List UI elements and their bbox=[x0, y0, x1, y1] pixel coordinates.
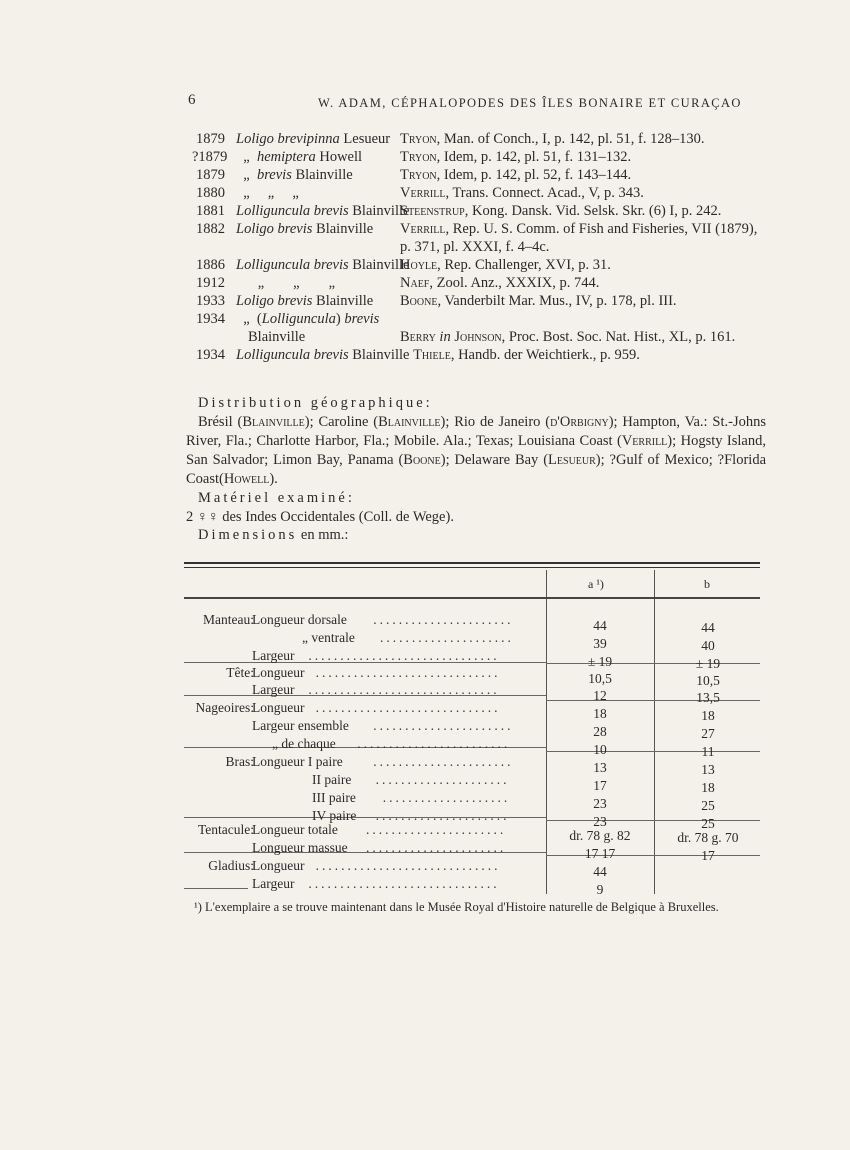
value-b: 18 bbox=[701, 708, 715, 723]
value-a: 28 bbox=[593, 724, 607, 739]
value-a: dr. 78 g. 82 bbox=[569, 828, 631, 843]
column-divider bbox=[654, 570, 655, 894]
synonymy-entry: 1879 Loligo brevipinna Lesueur Tryon, Man. of Conch., I, p. 142, pl. 51, f. 128–130. bbox=[196, 131, 705, 147]
synonymy-entry: 1934 Lolliguncula brevis Blainville Thiele, Handb. der Weichtierk., p. 959. bbox=[196, 347, 640, 363]
row-label: Longueur dorsale bbox=[252, 612, 347, 627]
synonymy-list bbox=[192, 130, 796, 364]
value-b: ± 19 bbox=[695, 656, 721, 671]
dimensions-heading: Dimensions en mm.: bbox=[198, 527, 349, 543]
row-label: „ de chaque bbox=[272, 736, 336, 751]
row-group-label: Manteau: bbox=[203, 612, 254, 627]
table-header-rule bbox=[184, 597, 760, 599]
value-b: 10,5 bbox=[696, 673, 720, 688]
leader-dots: ..................... bbox=[380, 630, 514, 645]
value-b: 25 bbox=[701, 798, 715, 813]
value-b: 44 bbox=[701, 620, 715, 635]
synonymy-entry: ?1879 „ hemiptera Howell Tryon, Idem, p. 142, pl. 51, f. 131–132. bbox=[192, 149, 632, 165]
row-group-label: Tête: bbox=[226, 665, 254, 680]
material-heading: Matériel examiné: bbox=[198, 490, 355, 506]
page-number: 6 bbox=[188, 92, 196, 108]
value-b: 25 bbox=[701, 816, 715, 831]
synonymy-entry: 1881 Lolliguncula brevis Blainville Steenstrup, Kong. Dansk. Vid. Selsk. Skr. (6) I, p. 242. bbox=[196, 203, 722, 219]
leader-dots: .............................. bbox=[308, 682, 500, 697]
leader-dots: ............................. bbox=[315, 858, 501, 873]
row-label: Longueur bbox=[252, 700, 305, 715]
distribution-text: Brésil (Blainville); Caroline (Blainville); Rio de Janeiro (d'Orbigny); Hampton, Va.: St.-Johns River, Fla.; Charlotte Harbor, Fla.; Mobile. Ala.; Texas; Louisiana Coast (Verrill); Hogsty Island, San Salvador; Limon Bay, Panama (Boone); Delaware Bay (Lesueur); ?Gulf of Mexico; ?Florida Coast(Howell). bbox=[186, 414, 767, 487]
row-group-label: Bras: bbox=[225, 754, 254, 769]
leader-dots: ............................. bbox=[315, 700, 501, 715]
leader-dots: ...................... bbox=[373, 718, 514, 733]
row-label: Largeur ensemble bbox=[252, 718, 349, 733]
value-a: 17 bbox=[593, 778, 607, 793]
value-b: 17 bbox=[701, 848, 715, 863]
row-label: Longueur massue bbox=[252, 840, 348, 855]
leader-dots: .................... bbox=[382, 790, 511, 805]
footnote: ¹) L'exemplaire a se trouve maintenant dans le Musée Royal d'Histoire naturelle de Belgique à Bruxelles. bbox=[194, 900, 719, 914]
value-b: 13,5 bbox=[696, 690, 720, 705]
row-label: Longueur bbox=[252, 858, 305, 873]
leader-dots: ..................... bbox=[375, 772, 510, 787]
row-label: III paire bbox=[312, 790, 356, 805]
value-a: 12 bbox=[593, 688, 607, 703]
value-a: 13 bbox=[593, 760, 607, 775]
value-a: 17 17 bbox=[584, 846, 616, 861]
value-a: 44 bbox=[593, 618, 607, 633]
value-a: 23 bbox=[593, 814, 607, 829]
value-a: 18 bbox=[593, 706, 607, 721]
row-label: IV paire bbox=[312, 808, 357, 823]
row-label: Largeur bbox=[252, 876, 295, 891]
leader-dots: ...................... bbox=[366, 840, 507, 855]
synonymy-entry: 1880 „ „ „ Verrill, Trans. Connect. Acad., V, p. 343. bbox=[196, 185, 644, 201]
synonymy-entry: Blainville Berry in Johnson, Proc. Bost. Soc. Nat. Hist., XL, p. 161. bbox=[248, 329, 736, 345]
value-a: 44 bbox=[593, 864, 607, 879]
value-b: dr. 78 g. 70 bbox=[677, 830, 739, 845]
value-a: 10 bbox=[593, 742, 607, 757]
value-a: 39 bbox=[593, 636, 607, 651]
leader-dots: ..................... bbox=[375, 808, 510, 823]
value-a: 10,5 bbox=[588, 671, 612, 686]
leader-dots: ...................... bbox=[373, 754, 514, 769]
distribution-heading: Distribution géographique: bbox=[198, 395, 433, 411]
leader-dots: .............................. bbox=[308, 876, 500, 891]
value-b: 18 bbox=[701, 780, 715, 795]
dimensions-table bbox=[184, 562, 760, 897]
value-b: 27 bbox=[701, 726, 715, 741]
value-b: 11 bbox=[701, 744, 715, 759]
value-a: 23 bbox=[593, 796, 607, 811]
value-a: 9 bbox=[596, 882, 604, 897]
material-text: 2 ♀♀ des Indes Occidentales (Coll. de Wege). bbox=[186, 509, 454, 525]
synonymy-entry: 1879 „ brevis Blainville Tryon, Idem, p. 142, pl. 52, f. 143–144. bbox=[196, 167, 632, 183]
column-header-b: b bbox=[704, 577, 710, 591]
table-top-rule bbox=[184, 562, 760, 568]
leader-dots: ............................. bbox=[315, 665, 501, 680]
synonymy-entry: 1912 „ „ „ Naef, Zool. Anz., XXXIX, p. 744. bbox=[196, 275, 600, 291]
synonymy-entry: 1886 Lolliguncula brevis Blainville Hoyle, Rep. Challenger, XVI, p. 31. bbox=[196, 257, 611, 273]
synonymy-entry: 1882 Loligo brevis Blainville Verrill, Rep. U. S. Comm. of Fish and Fisheries, VII (1879), bbox=[196, 221, 758, 237]
row-label: Longueur totale bbox=[252, 822, 338, 837]
row-group-label: Tentacule: bbox=[197, 822, 254, 837]
value-b: 13 bbox=[701, 762, 715, 777]
row-label: „ ventrale bbox=[302, 630, 355, 645]
value-b: 40 bbox=[701, 638, 715, 653]
leader-dots: ...................... bbox=[373, 612, 514, 627]
column-header-a: a ¹) bbox=[588, 577, 604, 591]
row-label: Longueur I paire bbox=[252, 754, 343, 769]
synonymy-entry: 1934 „ (Lolliguncula) brevis bbox=[196, 311, 380, 327]
value-a: ± 19 bbox=[587, 654, 613, 669]
row-label: Longueur bbox=[252, 665, 305, 680]
row-label: Largeur bbox=[252, 648, 295, 663]
row-label: II paire bbox=[312, 772, 352, 787]
synonymy-entry: p. 371, pl. XXXI, f. 4–4c. bbox=[400, 239, 550, 255]
leader-dots: .............................. bbox=[308, 648, 500, 663]
leader-dots: ........................ bbox=[357, 736, 511, 751]
row-group-label: Nageoires: bbox=[195, 700, 254, 715]
row-group-label: Gladius: bbox=[208, 858, 254, 873]
running-title: W. ADAM, CÉPHALOPODES DES ÎLES BONAIRE ET CURAÇAO bbox=[318, 96, 742, 110]
synonymy-entry: 1933 Loligo brevis Blainville Boone, Vanderbilt Mar. Mus., IV, p. 178, pl. III. bbox=[196, 293, 677, 309]
leader-dots: ...................... bbox=[366, 822, 507, 837]
row-label: Largeur bbox=[252, 682, 295, 697]
